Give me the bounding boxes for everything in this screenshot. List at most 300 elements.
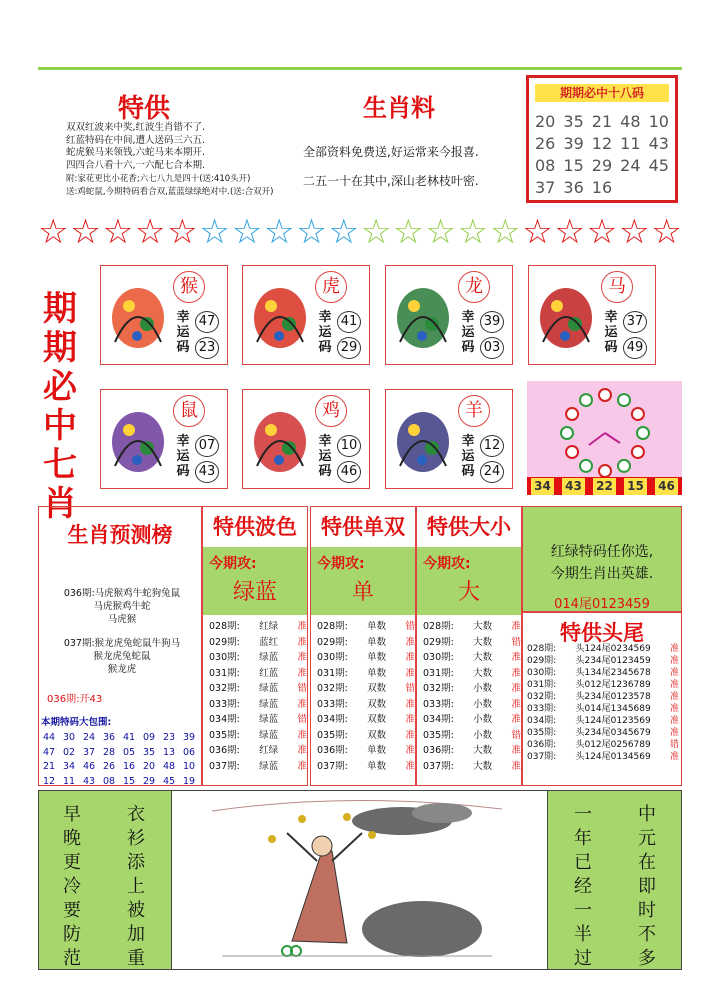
zodiac-card-龙 (385, 265, 513, 365)
result: 大数 (473, 621, 493, 632)
history-row (317, 619, 415, 635)
eighteen-codes-title: 期期必中十八码 (535, 84, 669, 102)
poem-char: 防 (63, 924, 81, 945)
juggler-illustration (172, 791, 547, 969)
clock-dot (632, 408, 644, 420)
title-char: 七 (43, 445, 77, 485)
period: 033期: (317, 698, 348, 710)
result: 绿蓝 (259, 714, 279, 725)
shengxiao-lines (303, 138, 479, 196)
period: 037期: (317, 760, 348, 772)
bag-number: 26 (103, 761, 116, 772)
mark: 准 (511, 760, 521, 772)
mark: 准 (405, 667, 415, 679)
clock-dot (566, 408, 578, 420)
prediction-open: 036期:开43 (47, 694, 103, 705)
code-number: 26 (535, 134, 556, 153)
clock-number: 15 (624, 478, 647, 495)
history-row (423, 697, 521, 713)
attack-label: 今期攻: (423, 556, 471, 572)
lucky-code-label: 幸 运 码 (461, 310, 475, 355)
mark: 准 (297, 729, 307, 741)
mark: 错 (297, 683, 307, 694)
result: 双数 (367, 714, 387, 725)
zodiac-label: 鸡 (315, 395, 347, 427)
zodiac-label: 马 (601, 271, 633, 303)
bag-number: 43 (83, 775, 96, 787)
shengxiao-title: 生肖料 (363, 94, 435, 122)
result: 大数 (473, 652, 493, 663)
mark: 准 (405, 729, 415, 741)
mark: 准 (669, 728, 679, 738)
history-row (423, 681, 521, 697)
clock-dot (566, 446, 578, 458)
prediction-line: 037期:猴龙虎兔蛇鼠牛狗马 (63, 638, 181, 649)
result: 红绿 (259, 745, 279, 756)
history-row (317, 697, 415, 713)
period: 037期: (209, 760, 240, 772)
prediction-line: 猴龙虎兔蛇鼠 (93, 651, 151, 662)
period: 036期: (209, 745, 240, 756)
poem-char: 年 (574, 828, 592, 849)
lucky-code-label: 幸 运 码 (318, 310, 332, 355)
history-row (423, 666, 521, 682)
clock-dot (618, 394, 630, 406)
zodiac-card-虎 (242, 265, 370, 365)
goat-papercut-icon (392, 396, 454, 482)
zodiac-label: 虎 (315, 271, 347, 303)
bag-number: 35 (143, 746, 156, 758)
poem-char: 冷 (63, 876, 81, 897)
head-tail-box (522, 612, 682, 786)
mark: 错 (669, 740, 679, 750)
period: 033期: (209, 698, 240, 710)
period: 035期: (317, 729, 348, 741)
code-number: 10 (648, 112, 669, 131)
lucky-number: 46 (337, 461, 361, 483)
clock-dot (632, 446, 644, 458)
lucky-code-label: 幸 运 码 (318, 434, 332, 479)
poem-char: 添 (127, 852, 145, 873)
star-icon: ☆ (134, 212, 166, 252)
result: 单数 (367, 760, 387, 772)
history-row (209, 759, 307, 775)
bag-number: 11 (63, 775, 76, 787)
clock-number: 34 (531, 478, 554, 495)
tail-row (527, 703, 679, 715)
column-box (202, 506, 308, 786)
clock-dot (637, 427, 649, 439)
bag-number: 10 (183, 761, 196, 772)
column-title: 特供单双 (311, 507, 415, 548)
history-row (317, 743, 415, 759)
period: 032期: (317, 683, 348, 694)
code-number: 11 (620, 134, 641, 153)
period: 032期: (209, 683, 240, 694)
period: 033期: (527, 704, 557, 714)
poem-char: 多 (638, 948, 656, 969)
bag-number: 23 (163, 732, 176, 743)
period: 028期: (209, 621, 240, 632)
poem-char: 被 (127, 900, 145, 921)
poem-char: 范 (63, 948, 81, 969)
code-number: 39 (563, 134, 584, 153)
bag-number: 20 (143, 761, 156, 772)
tail-row (527, 727, 679, 739)
mark: 准 (511, 652, 521, 663)
tail-row (527, 739, 679, 751)
clock-number: 22 (593, 478, 616, 495)
period: 036期: (527, 740, 557, 750)
history-row (317, 666, 415, 682)
mark: 准 (297, 652, 307, 663)
period: 032期: (423, 683, 454, 694)
result: 双数 (367, 729, 387, 741)
tail-row (527, 691, 679, 703)
bag-number: 19 (183, 775, 196, 787)
head-tail-rows (527, 643, 679, 763)
bag-number: 45 (163, 775, 176, 787)
mark: 错 (405, 621, 415, 632)
mark: 准 (511, 667, 521, 679)
mark: 准 (405, 698, 415, 710)
result: 大数 (473, 745, 493, 756)
lucky-number: 49 (623, 337, 647, 359)
eighteen-codes-list (535, 111, 677, 199)
clock-dot (580, 460, 592, 472)
shengxiao-line: 二五一十在其中,深山老林枝叶密. (303, 174, 479, 188)
result: 蓝红 (259, 636, 279, 648)
code-number: 24 (620, 156, 641, 175)
mark: 准 (297, 698, 307, 710)
mark: 准 (297, 621, 307, 632)
history-row (423, 635, 521, 651)
period: 037期: (423, 760, 454, 772)
mark: 准 (297, 667, 307, 679)
bag-number: 05 (123, 746, 136, 758)
mark: 准 (511, 621, 521, 632)
period: 029期: (209, 636, 240, 648)
prediction-line: 马虎猴鸡牛蛇 (93, 601, 151, 612)
mark: 错 (511, 636, 521, 648)
code-number: 29 (591, 156, 613, 175)
result: 大数 (473, 636, 493, 648)
bag-number: 36 (103, 732, 116, 743)
mark: 准 (669, 704, 679, 714)
mark: 准 (297, 760, 307, 772)
zodiac-label: 羊 (458, 395, 490, 427)
bag-number: 15 (123, 775, 136, 787)
title-char: 必 (43, 367, 77, 407)
slogan-tail: 014尾0123459 (554, 597, 650, 612)
tegong-lines (66, 122, 205, 172)
star-icon: ☆ (102, 212, 134, 252)
star-icon: ☆ (360, 212, 392, 252)
code-number: 08 (535, 156, 556, 175)
bag-number: 08 (103, 775, 116, 787)
lucky-number: 12 (480, 435, 504, 457)
lucky-number: 24 (480, 461, 504, 483)
result: 单数 (367, 667, 387, 679)
period: 029期: (527, 656, 557, 666)
period: 031期: (527, 680, 557, 690)
code-number: 12 (591, 134, 613, 153)
poem-char: 加 (127, 924, 145, 945)
mark: 准 (405, 636, 415, 648)
tail-value: 头014尾1345689 (575, 704, 651, 714)
rat-papercut-icon (107, 396, 169, 482)
poem-column (636, 803, 658, 971)
result: 单数 (367, 636, 387, 648)
monkey-papercut-icon (107, 272, 169, 358)
bag-number: 09 (143, 732, 156, 743)
poem-char: 时 (638, 900, 656, 921)
result: 绿蓝 (259, 729, 279, 741)
bag-number: 44 (43, 732, 56, 743)
zodiac-label: 龙 (458, 271, 490, 303)
star-icon: ☆ (296, 212, 327, 252)
history-rows (423, 619, 521, 774)
lucky-number: 41 (337, 311, 361, 333)
column-attack (203, 547, 307, 615)
period: 028期: (423, 621, 454, 632)
shengxiao-line: 全部资料免费送,好运常来今报喜. (303, 145, 479, 159)
title-char: 期 (43, 328, 77, 368)
column-box (310, 506, 416, 786)
result: 绿蓝 (259, 683, 279, 694)
mark: 准 (511, 714, 521, 725)
bottom-right-poem (547, 790, 682, 970)
tail-value: 头234尾0123578 (575, 692, 651, 702)
code-number: 21 (591, 112, 613, 131)
star-icon: ☆ (70, 212, 101, 252)
column-title: 特供波色 (203, 507, 307, 548)
zodiac-card-羊 (385, 389, 513, 489)
prediction-037 (43, 637, 201, 676)
bag-title: 本期特码大包围: (41, 717, 112, 728)
code-number: 16 (591, 178, 613, 197)
period: 035期: (209, 729, 240, 741)
mark: 准 (297, 745, 307, 756)
mark: 准 (669, 680, 679, 690)
star-icon: ☆ (457, 212, 489, 252)
result: 小数 (473, 729, 493, 741)
lucky-number: 43 (195, 461, 219, 483)
mark: 准 (405, 652, 415, 663)
period: 034期: (527, 716, 557, 726)
green-slogan-box (522, 506, 682, 612)
period: 034期: (317, 714, 348, 725)
tail-row (527, 679, 679, 691)
period: 028期: (317, 621, 348, 632)
clock-dot (561, 427, 573, 439)
poem-char: 在 (638, 852, 656, 873)
result: 单数 (367, 621, 387, 632)
period: 036期: (317, 745, 348, 756)
code-number: 45 (648, 156, 669, 175)
result: 单数 (367, 745, 387, 756)
bag-number: 16 (123, 761, 136, 772)
poem-char: 不 (638, 924, 656, 945)
mark: 错 (405, 683, 415, 694)
bag-number: 37 (83, 746, 96, 758)
period: 035期: (423, 729, 454, 741)
lucky-number: 23 (195, 337, 219, 359)
tegong-title: 特供 (118, 94, 171, 124)
poem-char: 中 (638, 804, 656, 825)
period: 032期: (527, 692, 557, 702)
star-icon: ☆ (231, 212, 263, 252)
star-icon: ☆ (651, 212, 682, 252)
lucky-code-label: 幸 运 码 (461, 434, 475, 479)
zodiac-card-鼠 (100, 389, 228, 489)
title-char: 期 (43, 289, 77, 329)
poem-char: 衫 (127, 828, 145, 849)
poem-char: 晚 (63, 828, 81, 849)
period: 033期: (423, 698, 454, 710)
tail-value: 头012尾0256789 (575, 740, 651, 750)
result: 小数 (473, 698, 493, 710)
clock-dot (599, 465, 611, 477)
poem-char: 已 (574, 852, 592, 873)
poem-char: 经 (574, 876, 592, 897)
clock-number: 46 (655, 478, 678, 495)
code-number: 20 (535, 112, 556, 131)
star-icon: ☆ (425, 212, 456, 252)
column-attack (417, 547, 521, 615)
lucky-code-label: 幸 运 码 (176, 310, 190, 355)
tegong-line: 蛇虎猴马来领钱,六蛇马来本期开. (66, 147, 206, 158)
poem-char: 一 (574, 900, 592, 921)
history-row (423, 759, 521, 775)
period: 030期: (209, 652, 240, 663)
poem-char: 即 (638, 876, 656, 897)
attack-value: 绿蓝 (232, 580, 277, 605)
history-row (317, 728, 415, 744)
tail-value: 头234尾0345679 (575, 728, 651, 738)
result: 大数 (473, 760, 493, 772)
history-row (317, 650, 415, 666)
code-number: 15 (563, 156, 584, 175)
result: 双数 (367, 698, 387, 710)
history-row (317, 759, 415, 775)
period: 034期: (423, 714, 454, 725)
star-row (38, 212, 682, 252)
history-row (317, 635, 415, 651)
result: 绿蓝 (259, 652, 279, 663)
attack-label: 今期攻: (209, 556, 257, 572)
lucky-code-label: 幸 运 码 (604, 310, 618, 355)
illustration (172, 790, 547, 970)
star-icon: ☆ (489, 212, 521, 252)
bag-number: 46 (83, 761, 96, 772)
prediction-box (38, 506, 202, 786)
mark: 错 (297, 714, 307, 725)
clock-number: 43 (562, 478, 585, 495)
period: 031期: (423, 667, 454, 679)
poem-char: 一 (574, 804, 592, 825)
history-row (209, 728, 307, 744)
column-attack (311, 547, 415, 615)
eighteen-codes-box (526, 75, 678, 203)
tail-value: 头234尾0123459 (575, 656, 651, 666)
clock-icon (527, 381, 682, 477)
mark: 准 (297, 636, 307, 648)
period: 035期: (527, 728, 557, 738)
poem-column (572, 803, 594, 971)
poem-column (125, 803, 147, 971)
zodiac-card-马 (528, 265, 656, 365)
bag-number: 47 (43, 746, 56, 758)
history-row (423, 743, 521, 759)
mark: 准 (669, 644, 679, 654)
bottom-left-poem (38, 790, 172, 970)
mark: 准 (405, 760, 415, 772)
history-row (423, 728, 521, 744)
mark: 准 (511, 683, 521, 694)
slogan-line: 红绿特码任你选, (550, 544, 654, 560)
period: 028期: (527, 644, 557, 654)
poem-char: 更 (63, 852, 81, 873)
title-char: 中 (43, 406, 77, 446)
zodiac-label: 鼠 (173, 395, 205, 427)
star-icon: ☆ (586, 212, 618, 252)
lucky-number: 03 (480, 337, 504, 359)
bag-number: 39 (183, 732, 196, 743)
mark: 准 (511, 745, 521, 756)
tail-row (527, 667, 679, 679)
result: 绿蓝 (259, 698, 279, 710)
attack-value: 单 (351, 580, 374, 605)
mark: 准 (669, 656, 679, 666)
bag-number: 12 (43, 775, 56, 787)
history-row (209, 712, 307, 728)
tail-row (527, 715, 679, 727)
zodiac-label: 猴 (173, 271, 205, 303)
prediction-036 (43, 587, 201, 626)
column-title: 特供大小 (417, 507, 521, 548)
tail-row (527, 655, 679, 667)
clock-dot (599, 389, 611, 401)
lucky-code-label: 幸 运 码 (176, 434, 190, 479)
mark: 准 (405, 745, 415, 756)
bag-number: 30 (63, 732, 76, 743)
prediction-line: 马虎猴 (107, 614, 137, 625)
history-row (209, 681, 307, 697)
mark: 准 (669, 752, 679, 762)
history-row (209, 650, 307, 666)
period: 030期: (423, 652, 454, 663)
tegong-notes (66, 173, 273, 199)
history-row (209, 666, 307, 682)
code-number: 37 (535, 178, 556, 197)
code-number: 36 (563, 178, 584, 197)
tail-row (527, 751, 679, 763)
result: 小数 (473, 683, 493, 694)
period: 034期: (209, 714, 240, 725)
history-row (209, 697, 307, 713)
history-row (423, 650, 521, 666)
clock-dot (580, 394, 592, 406)
period: 030期: (527, 668, 557, 678)
bag-number: 41 (123, 732, 136, 743)
star-icon: ☆ (328, 212, 360, 252)
horse-papercut-icon (535, 272, 597, 358)
slogan-line: 今期生肖出英雄. (550, 566, 654, 582)
poem-column (61, 803, 83, 971)
bag-number: 21 (43, 761, 56, 772)
tail-value: 头124尾0134569 (575, 752, 651, 762)
